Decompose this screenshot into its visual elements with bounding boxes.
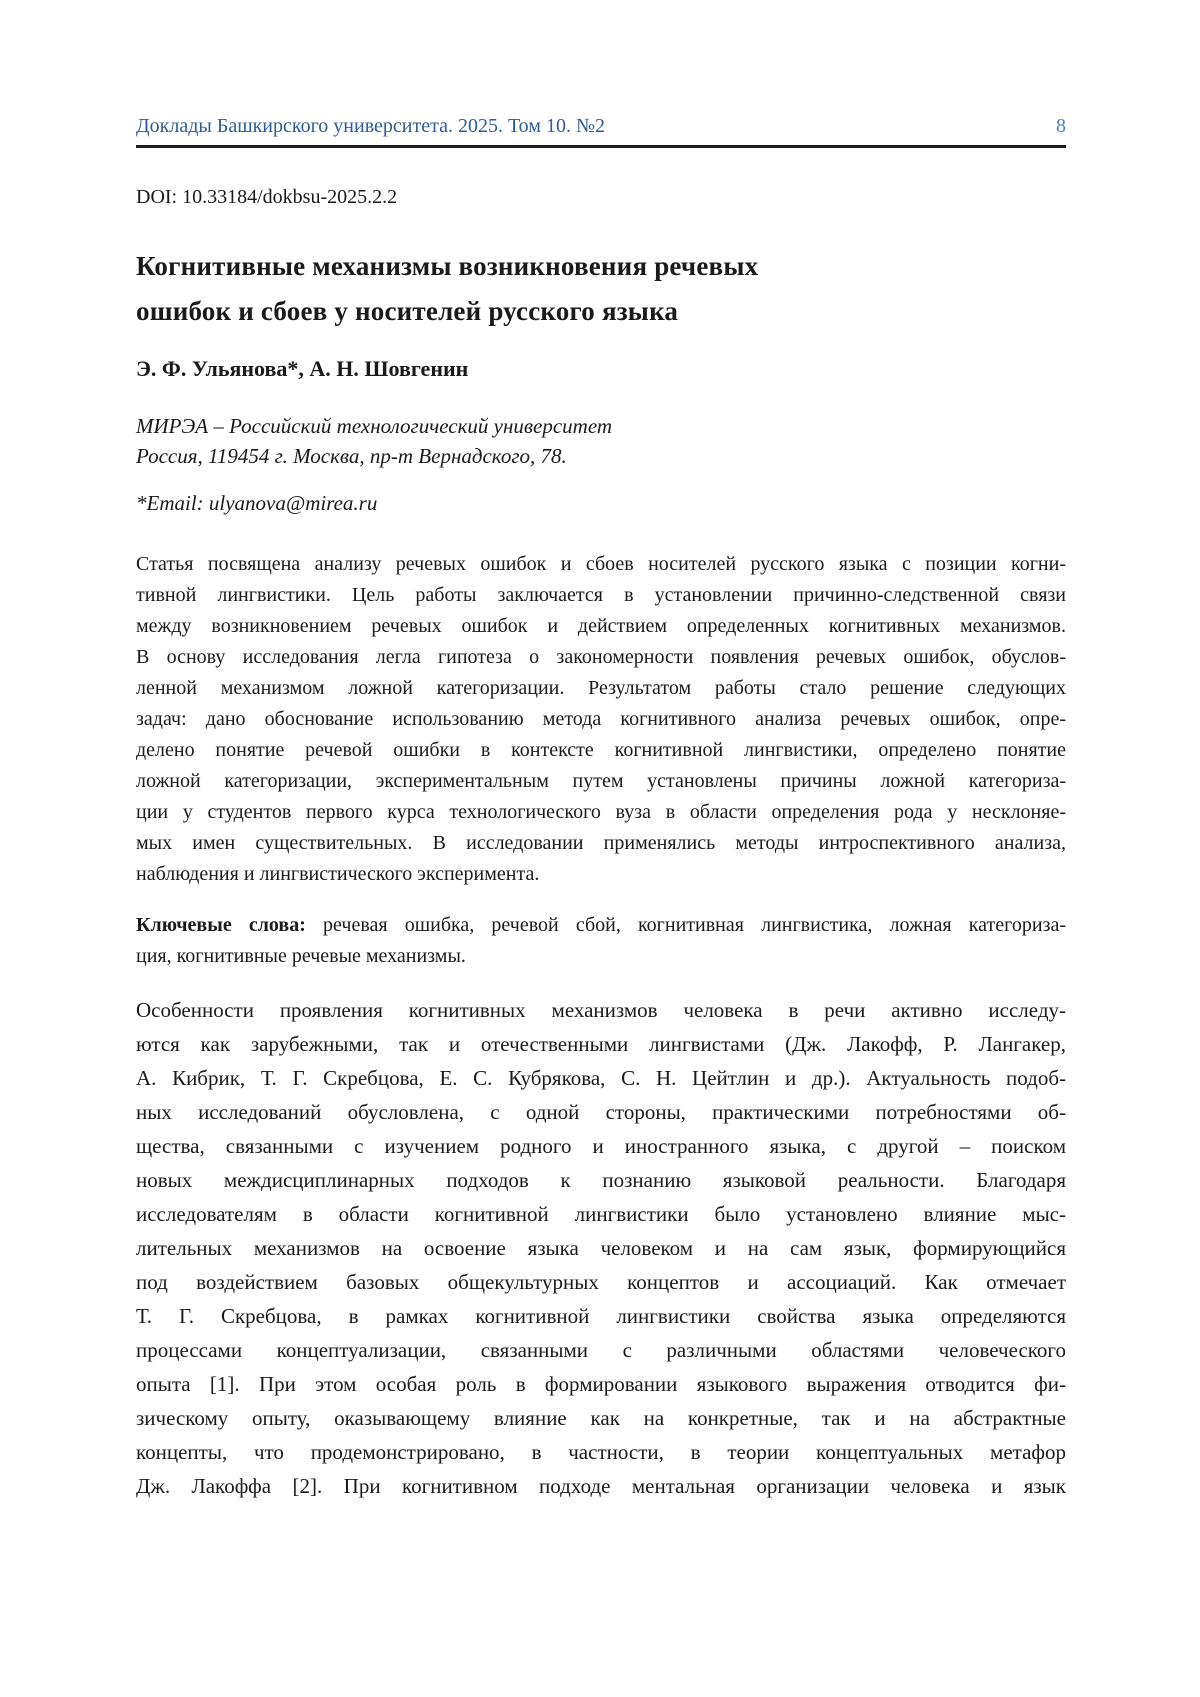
journal-title: Доклады Башкирского университета. 2025. Том 10. №2 [136,115,606,137]
text-line: мых имен существительных. В исследовании применялись методы интроспективного анализа, [136,832,1066,854]
keywords [136,910,1066,972]
text-line: Когнитивные механизмы возникновения речевых [136,251,759,281]
keywords-line [136,910,1066,941]
keywords-label: Ключевые слова: [136,914,306,936]
text-line: щества, связанными с изучением родного и иностранного языка, с другой – поиском [136,1134,1066,1158]
authors: Э. Ф. Ульянова*, А. Н. Шовгенин [136,356,469,381]
text-line: ложной категоризации, экспериментальным путем установлены причины ложной категориза- [136,770,1066,792]
author-email: *Email: ulyanova@mirea.ru [136,491,378,515]
text-line: процессами концептуализации, связанными с различными областями человеческого [136,1338,1066,1362]
doi: DOI: 10.33184/dokbsu-2025.2.2 [136,186,398,208]
text-line: задач: дано обоснование использованию метода когнитивного анализа речевых ошибок, опре- [136,708,1066,730]
text-line: ных исследований обусловлена, с одной стороны, практическими потребностями об- [136,1100,1066,1124]
affiliation [136,411,1066,471]
text-line: ошибок и сбоев у носителей русского языка [136,296,679,326]
text-line: тивной лингвистики. Цель работы заключается в установлении причинно-следственной связи [136,584,1066,606]
text-line: новых междисциплинарных подходов к познанию языковой реальности. Благодаря [136,1168,1066,1192]
keywords-text: речевая ошибка, речевой сбой, когнитивная лингвистика, ложная категориза- [305,914,1066,936]
text-line: лительных механизмов на освоение языка человеком и на сам язык, формирующийся [136,1236,1066,1260]
text-line: Россия, 119454 г. Москва, пр-т Вернадского, 78. [136,444,567,468]
text-line: опыта [1]. При этом особая роль в формировании языкового выражения отводится фи- [136,1372,1066,1396]
text-line: ции у студентов первого курса технологического вуза в области определения рода у несклоняе- [136,801,1066,823]
body-paragraph [136,993,1066,1503]
running-header [136,114,1066,148]
text-line: делено понятие речевой ошибки в контексте когнитивной лингвистики, определено понятие [136,739,1066,761]
text-line: Статья посвящена анализу речевых ошибок и сбоев носителей русского языка с позиции когни- [136,553,1066,575]
text-line: Т. Г. Скребцова, в рамках когнитивной лингвистики свойства языка определяются [136,1304,1066,1328]
text-line: между возникновением речевых ошибок и действием определенных когнитивных механизмов. [136,615,1066,637]
keywords-line: ция, когнитивные речевые механизмы. [136,945,466,967]
article-title [136,244,1066,334]
text-line: А. Кибрик, Т. Г. Скребцова, Е. С. Кубрякова, С. Н. Цейтлин и др.). Актуальность подоб- [136,1066,1066,1090]
text-line: В основу исследования легла гипотеза о закономерности появления речевых ошибок, обуслов- [136,646,1066,668]
text-line: зическому опыту, оказывающему влияние как на конкретные, так и на абстрактные [136,1406,1066,1430]
page-number: 8 [1056,115,1066,137]
text-line: Особенности проявления когнитивных механизмов человека в речи активно исследу- [136,998,1066,1022]
text-line: ются как зарубежными, так и отечественными лингвистами (Дж. Лакофф, Р. Лангакер, [136,1032,1066,1056]
text-line: МИРЭА – Российский технологический университет [136,414,613,438]
text-line: концепты, что продемонстрировано, в частности, в теории концептуальных метафор [136,1440,1066,1464]
text-line: исследователям в области когнитивной лингвистики было установлено влияние мыс- [136,1202,1066,1226]
text-line: наблюдения и лингвистического эксперимента. [136,863,540,885]
abstract [136,549,1066,890]
text-line: под воздействием базовых общекультурных концептов и ассоциаций. Как отмечает [136,1270,1066,1294]
text-line: Дж. Лакоффа [2]. При когнитивном подходе ментальная организации человека и язык [136,1474,1066,1498]
text-line: ленной механизмом ложной категоризации. Результатом работы стало решение следующих [136,677,1066,699]
